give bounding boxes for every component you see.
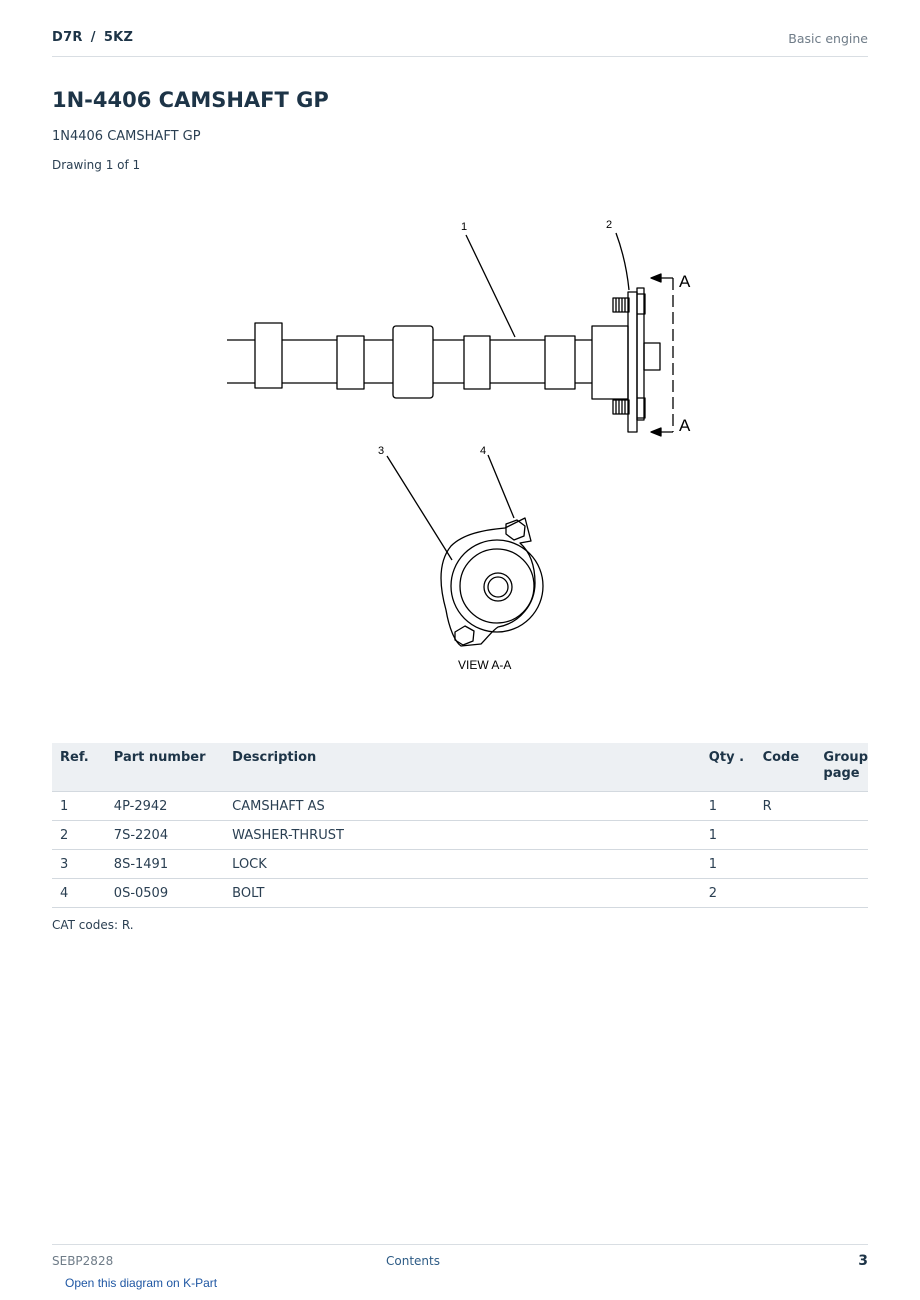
cell-qty: 1 — [701, 850, 755, 879]
model-code: D7R — [52, 30, 83, 45]
cell-part-number: 4P-2942 — [106, 792, 224, 821]
col-part-number: Part number — [106, 743, 224, 792]
col-qty: Qty . — [701, 743, 755, 792]
cat-codes-note: CAT codes: R. — [52, 918, 134, 932]
cell-part-number: 7S-2204 — [106, 821, 224, 850]
cell-ref: 1 — [52, 792, 106, 821]
cell-part-number: 8S-1491 — [106, 850, 224, 879]
table-row — [52, 879, 868, 908]
camshaft — [227, 288, 660, 432]
camshaft-diagram — [205, 190, 705, 700]
document-id: SEBP2828 — [52, 1254, 114, 1268]
leader-line-3 — [387, 456, 452, 560]
cell-description: CAMSHAFT AS — [224, 792, 701, 821]
cell-description: WASHER-THRUST — [224, 821, 701, 850]
page-number: 3 — [858, 1253, 868, 1269]
cell-group-page — [815, 821, 868, 850]
callout-3: 3 — [378, 445, 385, 457]
leader-line-4 — [488, 455, 514, 518]
cell-group-page — [815, 792, 868, 821]
view-a-a-lock — [441, 518, 543, 646]
col-code: Code — [755, 743, 816, 792]
parts-table — [52, 743, 868, 908]
view-label: VIEW A-A — [458, 658, 512, 672]
cell-code — [755, 879, 816, 908]
cell-group-page — [815, 850, 868, 879]
callout-2: 2 — [606, 219, 613, 231]
col-ref: Ref. — [52, 743, 106, 792]
col-description: Description — [224, 743, 701, 792]
cell-part-number: 0S-0509 — [106, 879, 224, 908]
cell-code — [755, 850, 816, 879]
breadcrumb-separator: / — [90, 30, 96, 45]
cell-description: BOLT — [224, 879, 701, 908]
cell-group-page — [815, 879, 868, 908]
cell-qty: 1 — [701, 821, 755, 850]
section-name: Basic engine — [788, 31, 868, 46]
model-breadcrumb — [52, 30, 133, 45]
leader-line-2 — [616, 233, 629, 290]
table-row — [52, 792, 868, 821]
table-header-row — [52, 743, 868, 792]
cell-ref: 4 — [52, 879, 106, 908]
cell-code — [755, 821, 816, 850]
section-mark-bottom: A — [679, 416, 691, 435]
page-footer — [52, 1244, 868, 1269]
serial-prefix: 5KZ — [103, 30, 134, 45]
page-header — [52, 28, 868, 57]
callout-1: 1 — [461, 221, 468, 233]
open-on-kpart-link[interactable]: Open this diagram on K-Part — [65, 1276, 218, 1290]
leader-line-1 — [466, 235, 515, 337]
cell-code: R — [755, 792, 816, 821]
table-row — [52, 821, 868, 850]
camshaft-drawing — [205, 190, 705, 700]
page-subtitle: 1N4406 CAMSHAFT GP — [52, 129, 201, 144]
thrust-bolts — [613, 294, 645, 418]
cell-ref: 2 — [52, 821, 106, 850]
page-title: 1N-4406 CAMSHAFT GP — [52, 88, 329, 112]
drawing-count: Drawing 1 of 1 — [52, 158, 141, 172]
cell-description: LOCK — [224, 850, 701, 879]
cell-ref: 3 — [52, 850, 106, 879]
section-line-a-a — [651, 274, 673, 436]
contents-link[interactable]: Contents — [386, 1254, 440, 1268]
callout-4: 4 — [480, 445, 487, 457]
cell-qty: 1 — [701, 792, 755, 821]
section-mark-top: A — [679, 272, 691, 291]
cell-qty: 2 — [701, 879, 755, 908]
table-row — [52, 850, 868, 879]
col-group-page: Group page — [815, 743, 868, 792]
